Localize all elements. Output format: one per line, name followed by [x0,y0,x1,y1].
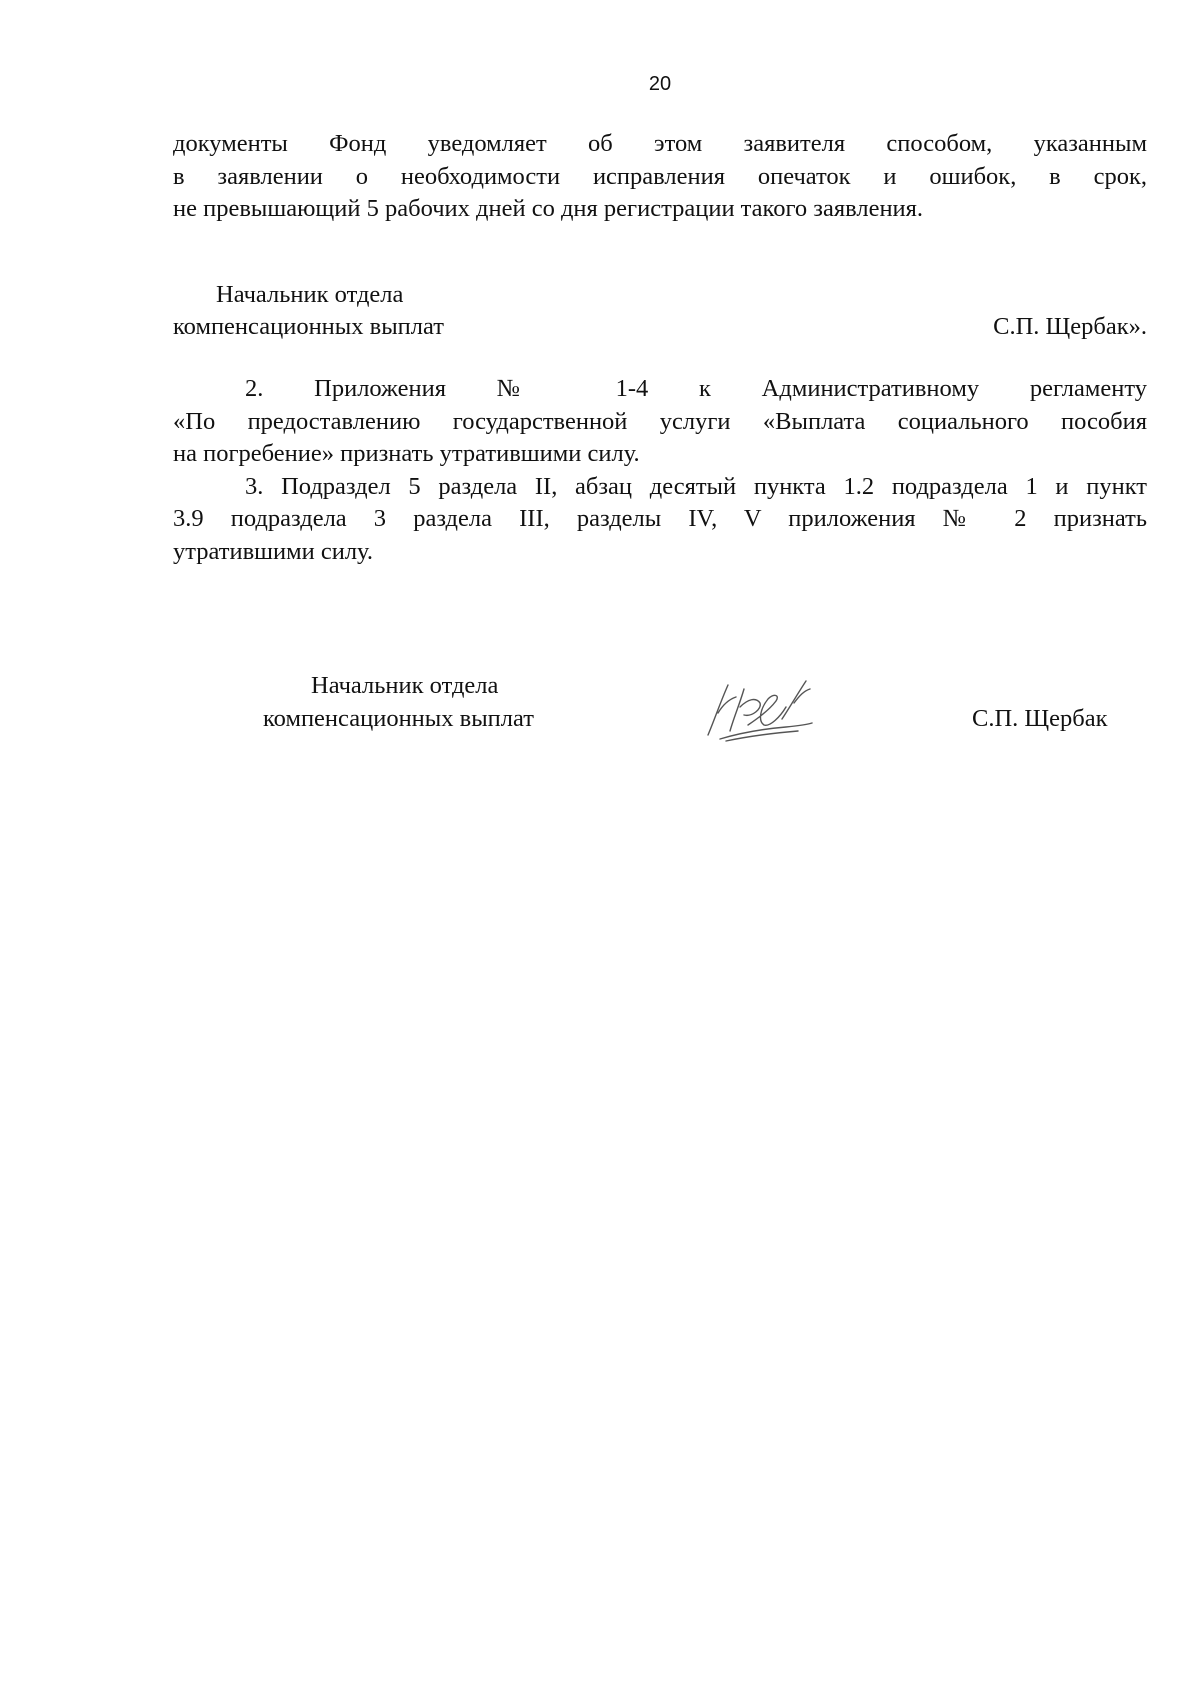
numbered-items [173,373,1147,568]
signatory-name: С.П. Щербак [972,705,1108,732]
signatory-title: Начальник отдела [311,672,499,699]
signatory-department: компенсационных выплат [263,705,534,732]
handwritten-signature [700,673,825,743]
paragraph-line: на погребение» признать утратившими силу. [173,440,640,467]
item-3 [173,471,1147,569]
item-2 [173,373,1147,471]
paragraph-line: 2. Приложения № 1-4 к Административному регламенту [245,375,1147,402]
paragraph-line: в заявлении о необходимости исправления опечаток и ошибок, в срок, [173,162,1147,190]
paragraph-line: 3.9 подраздела 3 раздела III, разделы IV, V приложения № 2 признать [173,505,1147,532]
intro-paragraph [173,128,1147,226]
paragraph-line: утратившими силу. [173,537,373,565]
paragraph-line: документы Фонд уведомляет об этом заявителя способом, указанным [173,130,1147,157]
page-number: 20 [648,73,672,95]
paragraph-line: 3. Подраздел 5 раздела II, абзац десятый пункта 1.2 подраздела 1 и пункт [245,472,1147,500]
paragraph-line: «По предоставлению государственной услуги «Выплата социального пособия [173,407,1147,435]
signatory-name: С.П. Щербак». [993,313,1147,340]
paragraph-line: не превышающий 5 рабочих дней со дня регистрации такого заявления. [173,195,924,222]
signatory-department: компенсационных выплат [173,313,444,340]
signatory-title: Начальник отдела [216,281,404,308]
